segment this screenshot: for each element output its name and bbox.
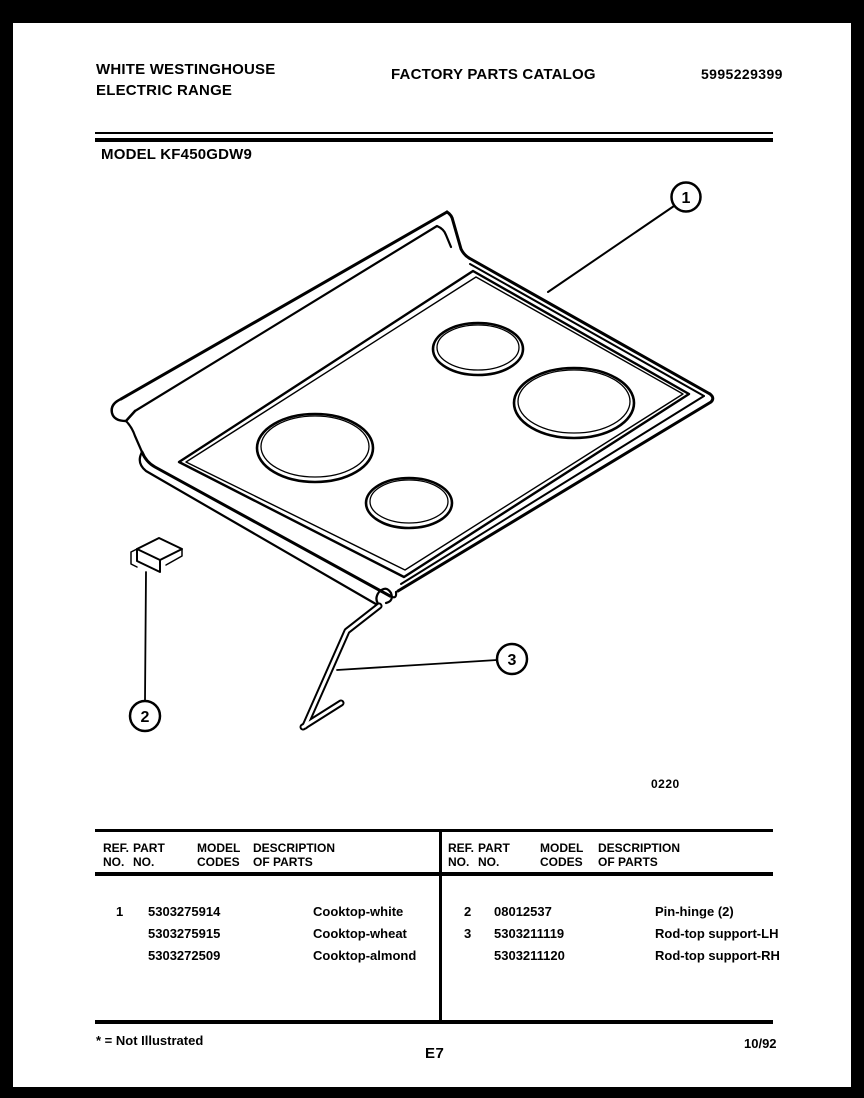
callout-3-label: 3: [507, 652, 517, 669]
description-cell: Cooktop-almond: [313, 948, 417, 963]
date-code: 10/92: [744, 1036, 777, 1051]
table-center-divider: [439, 829, 442, 1024]
col-header-ref-right: [448, 841, 474, 869]
col-header-text: MODEL: [540, 841, 584, 855]
ref-no-cell: 2: [464, 904, 472, 919]
callout-1-label: 1: [681, 190, 691, 207]
col-header-part-left: [133, 841, 165, 869]
col-header-text: OF PARTS: [253, 855, 313, 869]
burner-opening-right-large: [514, 368, 634, 438]
burner-opening-front-small: [366, 478, 452, 528]
not-illustrated-note: * = Not Illustrated: [96, 1033, 204, 1048]
col-header-text: CODES: [197, 855, 240, 869]
rail-end-curl: [112, 399, 135, 421]
leader-line-2: [145, 572, 146, 701]
col-header-part-right: [478, 841, 510, 869]
part-no-cell: 08012537: [494, 904, 552, 919]
burner-opening-back-small: [433, 323, 523, 375]
description-cell: Rod-top support-RH: [655, 948, 780, 963]
table-header-rule: [95, 872, 773, 876]
leader-line-1: [548, 206, 674, 292]
col-header-text: NO.: [478, 855, 500, 869]
col-header-ref-left: [103, 841, 129, 869]
table-bottom-rule: [95, 1020, 773, 1024]
part-no-cell: 5303211120: [494, 948, 565, 963]
col-header-text: REF.: [103, 841, 130, 855]
cooktop-part: [112, 212, 713, 607]
col-header-text: OF PARTS: [598, 855, 658, 869]
page-code: E7: [425, 1045, 445, 1062]
model-line: MODEL KF450GDW9: [101, 146, 253, 163]
col-header-text: CODES: [540, 855, 583, 869]
col-header-text: PART: [133, 841, 165, 855]
col-header-text: PART: [478, 841, 510, 855]
part-no-cell: 5303275914: [148, 904, 221, 919]
description-cell: Cooktop-white: [313, 904, 404, 919]
col-header-model-left: [197, 841, 240, 869]
brand-line-1: WHITE WESTINGHOUSE: [96, 61, 276, 78]
part-no-cell: 5303272509: [148, 948, 221, 963]
description-cell: Pin-hinge (2): [655, 904, 734, 919]
col-header-text: NO.: [448, 855, 470, 869]
callout-2-label: 2: [140, 709, 150, 726]
col-header-model-right: [540, 841, 583, 869]
ref-no-cell: 1: [116, 904, 124, 919]
description-cell: Cooktop-wheat: [313, 926, 407, 941]
part-no-cell: 5303211119: [494, 926, 565, 941]
col-header-text: DESCRIPTION: [598, 841, 681, 855]
col-header-text: REF.: [448, 841, 475, 855]
part-no-cell: 5303275915: [148, 926, 221, 941]
catalog-title: FACTORY PARTS CATALOG: [391, 66, 596, 83]
figure-code: 0220: [651, 777, 680, 791]
exploded-parts-diagram: [90, 180, 735, 755]
description-cell: Rod-top support-LH: [655, 926, 779, 941]
leader-line-3: [337, 660, 497, 670]
pin-hinge-part: [131, 538, 182, 572]
col-header-text: NO.: [133, 855, 155, 869]
header-divider-rule: [95, 132, 773, 142]
col-header-desc-left: [253, 841, 335, 869]
col-header-text: NO.: [103, 855, 125, 869]
rod-top-support-part: [303, 606, 379, 727]
col-header-text: DESCRIPTION: [253, 841, 336, 855]
ref-no-cell: 3: [464, 926, 472, 941]
publication-number: 5995229399: [701, 66, 783, 82]
col-header-text: MODEL: [197, 841, 241, 855]
brand-line-2: ELECTRIC RANGE: [96, 82, 233, 99]
table-top-rule: [95, 829, 773, 832]
col-header-desc-right: [598, 841, 680, 869]
burner-opening-left-large: [257, 414, 373, 482]
